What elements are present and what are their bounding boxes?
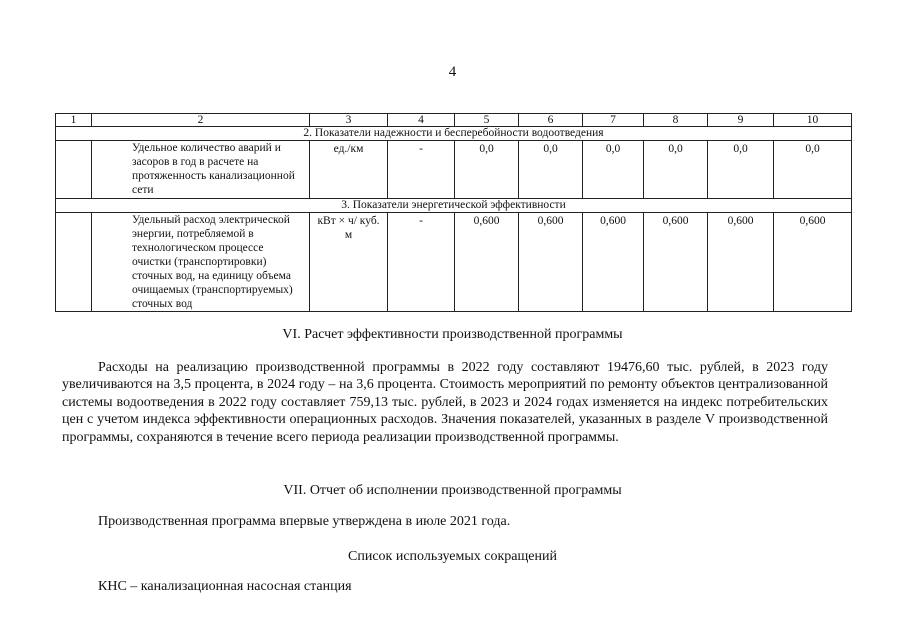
indicator-name: Удельный расход электрической энергии, потребляемой в технологическом процессе очистки (транспортировки) сточных вод, на единицу объема очищаемых (транспортируемых) сточных вод	[92, 213, 310, 312]
abbreviation-item: КНС – канализационная насосная станция	[98, 579, 352, 594]
column-number: 4	[388, 114, 455, 127]
unit-cell: кВт × ч/ куб. м	[310, 213, 388, 312]
value-cell: 0,0	[774, 141, 852, 199]
section-7-paragraph: Производственная программа впервые утверждена в июле 2021 года.	[98, 514, 511, 529]
table-row	[56, 213, 852, 312]
value-cell: 0,0	[519, 141, 583, 199]
table-row	[56, 141, 852, 199]
value-cell: 0,600	[583, 213, 644, 312]
column-number: 8	[644, 114, 708, 127]
section-row	[56, 127, 852, 141]
column-number: 10	[774, 114, 852, 127]
value-cell: 0,600	[644, 213, 708, 312]
indicators-table	[55, 113, 852, 312]
value-cell: 0,0	[708, 141, 774, 199]
section-6-paragraph: Расходы на реализацию производственной программы в 2022 году составляют 19476,60 тыс. рублей, в 2023 году увеличиваются на 3,5 процента, в 2024 году – на 3,6 процента. Стоимость мероприятий по ремонту объектов централизованной системы водоотведения в 2022 году составляет 759,13 тыс. рублей, в 2023 и 2024 годах изменяется на индекс потребительских цен с учетом индекса эффективности операционных расходов. Значения показателей, указанных в разделе V производственной программы, сохраняются в течение всего периода реализации производственной программы.	[62, 360, 828, 445]
section-title: 3. Показатели энергетической эффективности	[56, 199, 852, 213]
column-number: 3	[310, 114, 388, 127]
column-number: 9	[708, 114, 774, 127]
value-cell: 0,600	[774, 213, 852, 312]
page-number: 4	[448, 64, 457, 80]
section-title: 2. Показатели надежности и бесперебойности водоотведения	[56, 127, 852, 141]
value-cell: 0,0	[644, 141, 708, 199]
baseline-cell: -	[388, 213, 455, 312]
indicator-name: Удельное количество аварий и засоров в год в расчете на протяженность канализационной сети	[92, 141, 310, 199]
section-7-heading: VII. Отчет об исполнении производственной программы	[283, 483, 622, 498]
value-cell: 0,0	[583, 141, 644, 199]
column-number-row	[56, 114, 852, 127]
row-index-cell	[56, 213, 92, 312]
column-number: 1	[56, 114, 92, 127]
value-cell: 0,600	[519, 213, 583, 312]
row-index-cell	[56, 141, 92, 199]
column-number: 7	[583, 114, 644, 127]
value-cell: 0,600	[455, 213, 519, 312]
column-number: 6	[519, 114, 583, 127]
baseline-cell: -	[388, 141, 455, 199]
value-cell: 0,0	[455, 141, 519, 199]
column-number: 2	[92, 114, 310, 127]
section-row	[56, 199, 852, 213]
section-6-heading: VI. Расчет эффективности производственной программы	[282, 327, 623, 342]
column-number: 5	[455, 114, 519, 127]
value-cell: 0,600	[708, 213, 774, 312]
abbreviations-heading: Список используемых сокращений	[348, 549, 557, 564]
unit-cell: ед./км	[310, 141, 388, 199]
